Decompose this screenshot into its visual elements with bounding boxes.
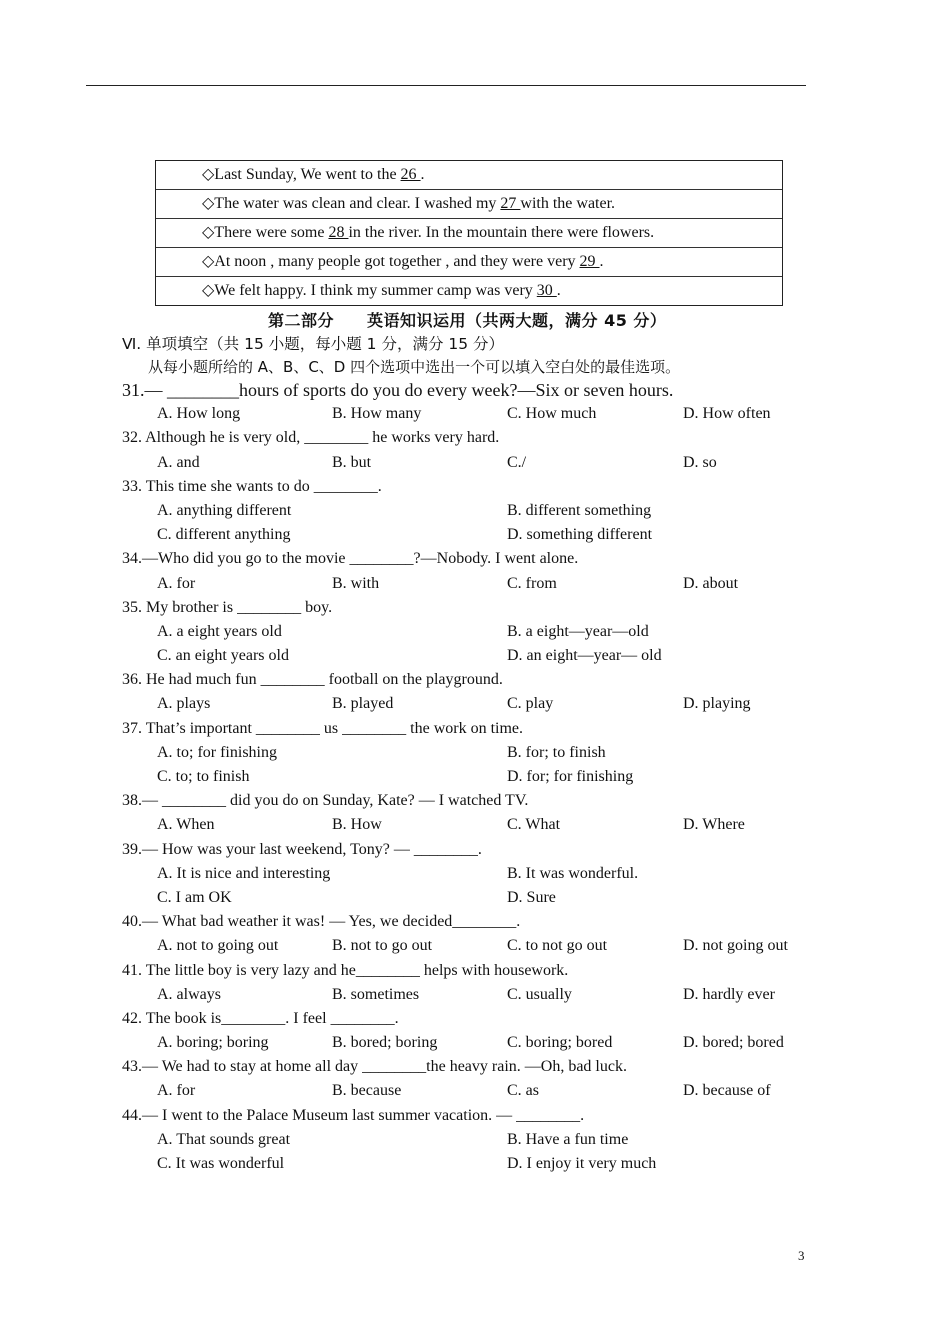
options-row [122, 692, 822, 716]
box-line-text: in the river. In the mountain there were flowers. [348, 224, 655, 241]
option-d: D. so [683, 453, 717, 471]
option-c: C. to not go out [507, 937, 608, 955]
option-c: C. from [507, 574, 557, 592]
option-b: B. a eight—year—old [507, 622, 649, 640]
options-row [122, 620, 822, 644]
option-c: C. It was wonderful [157, 1155, 285, 1172]
options-row [122, 644, 822, 668]
question-stem: 42. The book is________. I feel ________. [122, 1009, 399, 1027]
option-b: B. How [332, 816, 382, 834]
options-row [122, 765, 822, 789]
blank-28: 28 [328, 224, 349, 241]
options-row [122, 741, 822, 765]
options-row [122, 934, 822, 958]
box-line-27 [156, 190, 782, 219]
option-a: A. and [157, 453, 200, 471]
options-row [122, 1031, 822, 1055]
question-list [122, 378, 822, 1176]
option-c: C. How much [507, 405, 597, 423]
box-line-text: ◇The water was clean and clear. I washed my [202, 195, 501, 212]
option-a: A. to; for finishing [157, 743, 277, 761]
option-a: A. always [157, 985, 221, 1003]
option-d: D. something different [507, 526, 653, 544]
option-d: D. an eight—year— old [507, 647, 662, 665]
box-line-text: . [420, 166, 425, 183]
box-line-text: . [556, 282, 561, 299]
options-row [122, 1128, 822, 1152]
option-a: A. How long [157, 405, 241, 423]
option-a: A. not to going out [157, 937, 279, 955]
option-c: C. play [507, 695, 554, 713]
box-line-text: ◇There were some [202, 224, 329, 241]
header-rule [86, 85, 806, 86]
option-d: D. for; for finishing [507, 768, 634, 785]
option-c: C. What [507, 816, 561, 834]
part-title: 第二部分 英语知识运用（共两大题，满分 45 分） [268, 311, 667, 330]
box-line-text: ◇We felt happy. I think my summer camp was very [202, 282, 537, 299]
question-31 [122, 378, 822, 426]
box-line-30 [156, 277, 782, 305]
question-36 [122, 668, 822, 716]
blank-27: 27 [500, 195, 521, 212]
option-c: C. to; to finish [157, 768, 250, 785]
option-c: C. I am OK [157, 888, 232, 906]
option-a: A. for [157, 574, 196, 592]
question-stem: 40.— What bad weather it was! — Yes, we decided________. [122, 913, 521, 931]
question-44 [122, 1104, 822, 1177]
option-b: B. How many [332, 405, 422, 423]
options-row [122, 1079, 822, 1103]
option-a: A. a eight years old [157, 622, 282, 640]
option-a: A. plays [157, 695, 211, 713]
blank-29: 29 [579, 253, 600, 270]
option-b: B. played [332, 695, 394, 713]
option-b: B. because [332, 1082, 402, 1100]
option-c: C./ [507, 453, 527, 471]
option-d: D. about [683, 574, 739, 592]
question-35 [122, 596, 822, 669]
option-b: B. for; to finish [507, 743, 606, 761]
options-row [122, 523, 822, 547]
option-b: B. with [332, 574, 380, 592]
option-a: A. When [157, 816, 215, 834]
question-stem: 34.—Who did you go to the movie ________?—Nobody. I went alone. [122, 550, 579, 568]
option-d: D. I enjoy it very much [507, 1155, 657, 1172]
options-row [122, 451, 822, 475]
box-line-26 [156, 161, 782, 190]
option-d: D. bored; bored [683, 1034, 784, 1052]
question-stem: 31.— ________hours of sports do you do every week?—Six or seven hours. [122, 380, 674, 400]
option-a: A. boring; boring [157, 1034, 269, 1052]
question-stem: 39.— How was your last weekend, Tony? — ________. [122, 840, 482, 858]
box-line-text: . [599, 253, 604, 270]
question-stem: 43.— We had to stay at home all day ________the heavy rain. —Oh, bad luck. [122, 1058, 627, 1076]
question-38 [122, 789, 822, 837]
option-a: A. anything different [157, 501, 292, 519]
options-row [122, 402, 822, 426]
box-line-28 [156, 219, 782, 248]
option-d: D. Sure [507, 888, 556, 906]
option-b: B. bored; boring [332, 1034, 438, 1052]
option-d: D. playing [683, 695, 751, 713]
option-b: B. Have a fun time [507, 1130, 629, 1148]
question-stem: 37. That’s important ________ us ________ the work on time. [122, 719, 524, 737]
option-c: C. usually [507, 985, 572, 1003]
section-title: Ⅵ. 单项填空（共 15 小题，每小题 1 分，满分 15 分） [122, 335, 505, 353]
instructions: 从每小题所给的 A、B、C、D 四个选项中选出一个可以填入空白处的最佳选项。 [148, 358, 681, 376]
question-37 [122, 717, 822, 790]
option-d: D. because of [683, 1082, 771, 1100]
option-b: B. It was wonderful. [507, 864, 639, 882]
option-d: D. How often [683, 405, 771, 423]
option-a: A. That sounds great [157, 1130, 291, 1148]
option-c: C. as [507, 1082, 539, 1100]
option-c: C. an eight years old [157, 647, 289, 665]
options-row [122, 499, 822, 523]
question-stem: 32. Although he is very old, ________ he works very hard. [122, 429, 500, 447]
question-40 [122, 910, 822, 958]
question-32 [122, 426, 822, 474]
blank-26: 26 [400, 166, 421, 183]
options-row [122, 1152, 822, 1176]
question-33 [122, 475, 822, 548]
option-b: B. not to go out [332, 937, 433, 955]
question-42 [122, 1007, 822, 1055]
question-34 [122, 547, 822, 595]
question-43 [122, 1055, 822, 1103]
question-stem: 35. My brother is ________ boy. [122, 598, 333, 616]
options-row [122, 813, 822, 837]
page-number: 3 [798, 1248, 805, 1263]
option-d: D. Where [683, 816, 745, 834]
option-b: B. different something [507, 501, 652, 519]
option-a: A. for [157, 1082, 196, 1100]
box-line-text: ◇At noon , many people got together , and they were very [202, 253, 580, 270]
question-stem: 36. He had much fun ________ football on the playground. [122, 671, 503, 689]
question-stem: 38.— ________ did you do on Sunday, Kate? — I watched TV. [122, 792, 529, 810]
options-row [122, 886, 822, 910]
option-b: B. but [332, 453, 372, 471]
question-stem: 44.— I went to the Palace Museum last summer vacation. — ________. [122, 1106, 585, 1124]
option-a: A. It is nice and interesting [157, 864, 331, 882]
question-41 [122, 959, 822, 1007]
option-b: B. sometimes [332, 985, 420, 1003]
box-line-text: with the water. [520, 195, 616, 212]
box-line-29 [156, 248, 782, 277]
question-stem: 33. This time she wants to do ________. [122, 477, 382, 495]
options-row [122, 983, 822, 1007]
question-stem: 41. The little boy is very lazy and he________ helps with housework. [122, 961, 569, 979]
options-row [122, 572, 822, 596]
blank-30: 30 [536, 282, 557, 299]
cloze-box [155, 160, 783, 306]
option-c: C. different anything [157, 526, 291, 544]
option-d: D. hardly ever [683, 985, 775, 1003]
question-39 [122, 838, 822, 911]
option-d: D. not going out [683, 937, 788, 955]
options-row [122, 862, 822, 886]
option-c: C. boring; bored [507, 1034, 613, 1052]
box-line-text: ◇Last Sunday, We went to the [202, 166, 401, 183]
